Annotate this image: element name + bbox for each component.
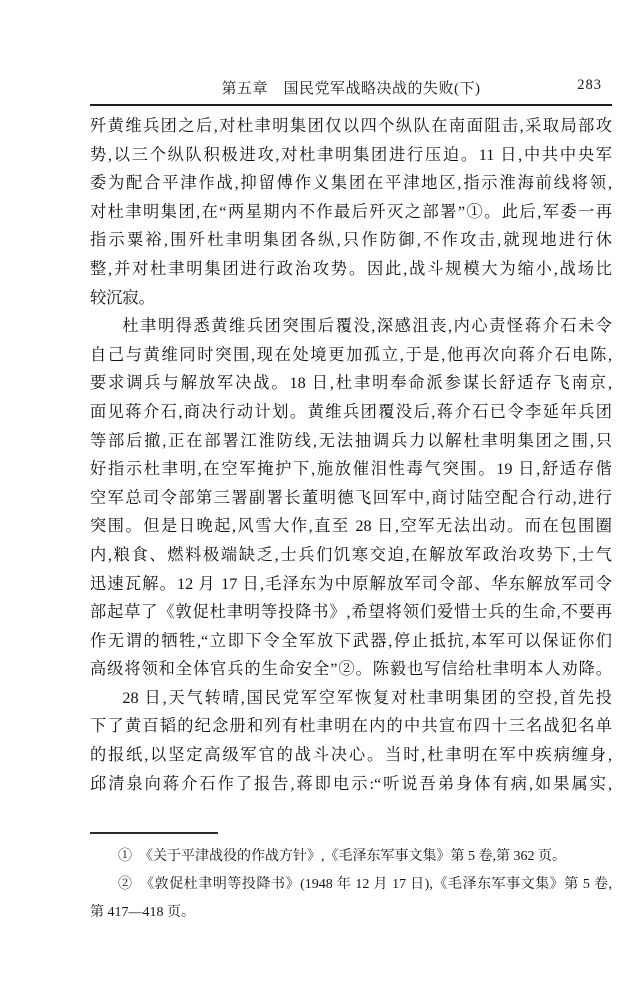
body-text-line: 指示粟裕,围歼杜聿明集团各纵,只作防御,不作攻击,就现地进行休 xyxy=(90,231,612,250)
body-text-line: 高级将领和全体官兵的生命安全”②。陈毅也写信给杜聿明本人劝降。 xyxy=(90,660,612,679)
body-text-line: 整,并对杜聿明集团进行政治攻势。因此,战斗规模大为缩小,战场比 xyxy=(90,259,612,278)
body-text xyxy=(90,112,612,798)
body-text-line: 28 日,天气转晴,国民党军空军恢复对杜聿明集团的空投,首先投 xyxy=(122,688,612,707)
page-number: 283 xyxy=(577,77,602,93)
footnotes xyxy=(90,843,612,927)
body-text-line: 势,以三个纵队积极进攻,对杜聿明集团进行压迫。11 日,中共中央军 xyxy=(90,145,612,164)
body-text-line: 迅速瓦解。12 月 17 日,毛泽东为中原解放军司令部、华东解放军司令 xyxy=(90,574,612,593)
footnote-line: 第 417—418 页。 xyxy=(90,905,195,920)
body-text-line: 邱清泉向蒋介石作了报告,蒋即电示:“听说吾弟身体有病,如果属实, xyxy=(90,774,612,793)
body-text-line: 委为配合平津作战,抑留傅作义集团在平津地区,指示淮海前线将领, xyxy=(90,174,612,193)
body-text-line: 空军总司令部第三署副署长董明德飞回军中,商讨陆空配合行动,进行 xyxy=(90,488,612,507)
body-text-line: 作无谓的牺牲,“立即下令全军放下武器,停止抵抗,本军可以保证你们 xyxy=(90,631,612,650)
body-text-line: 好指示杜聿明,在空军掩护下,施放催泪性毒气突围。19 日,舒适存偕 xyxy=(90,460,612,479)
body-text-line: 面见蒋介石,商决行动计划。黄维兵团覆没后,蒋介石已令李延年兵团 xyxy=(90,402,612,421)
body-text-line: 较沉寂。 xyxy=(90,288,155,307)
body-text-line: 等部后撤,正在部署江淮防线,无法抽调兵力以解杜聿明集团之围,只 xyxy=(90,431,612,450)
footnote-line: ① 《关于平津战役的作战方针》,《毛泽东军事文集》第 5 卷,第 362 页。 xyxy=(118,849,566,864)
body-text-line: 部起草了《敦促杜聿明等投降书》,希望将领们爱惜士兵的生命,不要再 xyxy=(90,603,612,622)
footnote-separator xyxy=(90,832,218,834)
body-text-line: 要求调兵与解放军决战。18 日,杜聿明奉命派参谋长舒适存飞南京, xyxy=(90,374,612,393)
body-text-line: 突围。但是日晚起,风雪大作,直至 28 日,空军无法出动。而在包围圈 xyxy=(90,517,612,536)
running-header-title: 第五章 国民党军战略决战的失败(下) xyxy=(221,81,481,97)
footnote-line: ② 《敦促杜聿明等投降书》(1948 年 12 月 17 日),《毛泽东军事文集》第 5 卷, xyxy=(118,877,612,892)
body-text-line: 自己与黄维同时突围,现在处境更加孤立,于是,他再次向蒋介石电陈, xyxy=(90,345,612,364)
body-text-line: 的报纸,以坚定高级军官的战斗决心。当时,杜聿明在军中疾病缠身, xyxy=(90,746,612,765)
body-text-line: 下了黄百韬的纪念册和列有杜聿明在内的中共宣布四十三名战犯名单 xyxy=(90,717,612,736)
body-text-line: 杜聿明得悉黄维兵团突围后覆没,深感沮丧,内心责怪蒋介石未令 xyxy=(122,317,612,336)
header-rule xyxy=(90,104,612,106)
page-header xyxy=(90,77,612,97)
body-text-line: 歼黄维兵团之后,对杜聿明集团仅以四个纵队在南面阻击,采取局部攻 xyxy=(90,117,612,135)
body-text-line: 对杜聿明集团,在“两星期内不作最后歼灭之部署”①。此后,军委一再 xyxy=(90,202,612,221)
body-text-line: 内,粮食、燃料极端缺乏,士兵们饥寒交迫,在解放军政治攻势下,士气 xyxy=(90,545,612,564)
